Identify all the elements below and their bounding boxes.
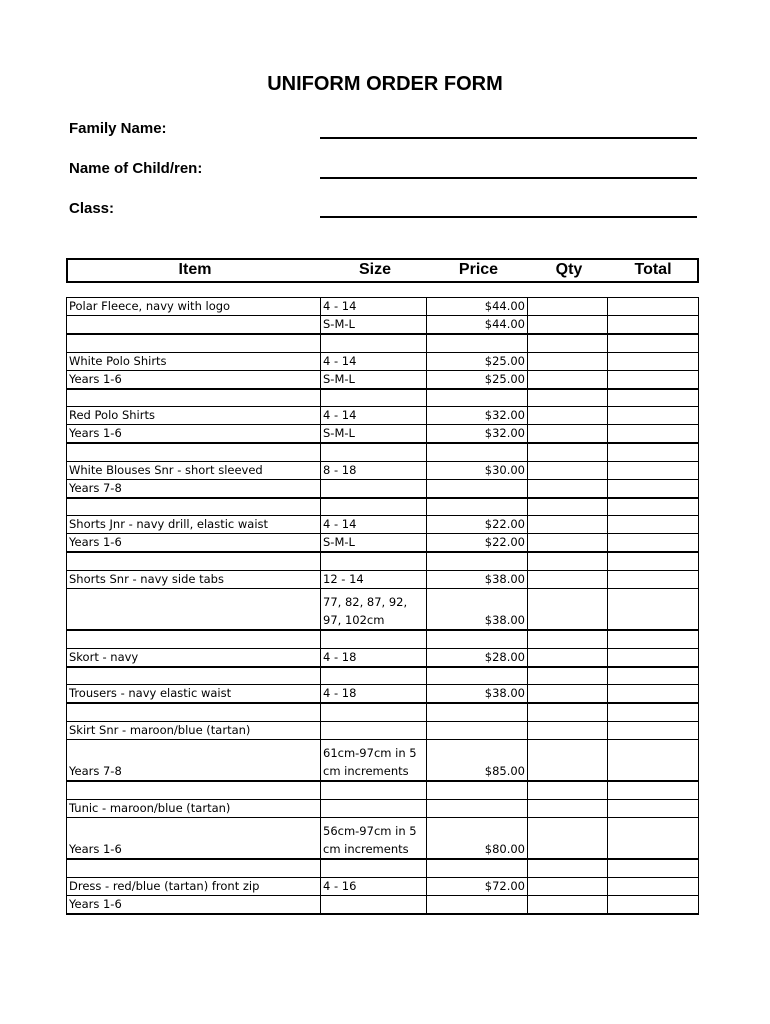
table-row [67, 389, 699, 407]
item-cell [67, 316, 321, 335]
qty-cell[interactable] [528, 425, 608, 444]
size-cell: 4 - 14 [321, 516, 427, 534]
price-cell [427, 781, 528, 799]
qty-cell[interactable] [528, 443, 608, 461]
table-row [67, 534, 699, 553]
price-cell [427, 389, 528, 407]
table-row [67, 298, 699, 316]
total-cell[interactable] [608, 352, 699, 370]
item-cell [67, 552, 321, 570]
table-row [67, 443, 699, 461]
header-total: Total [634, 261, 672, 278]
qty-cell[interactable] [528, 352, 608, 370]
table-row [67, 334, 699, 352]
item-cell: Years 1-6 [67, 370, 321, 389]
size-cell [321, 703, 427, 721]
total-cell[interactable] [608, 859, 699, 877]
item-cell: Trousers - navy elastic waist [67, 685, 321, 704]
price-cell: $32.00 [427, 425, 528, 444]
price-cell [427, 498, 528, 516]
qty-cell[interactable] [528, 479, 608, 498]
qty-cell[interactable] [528, 877, 608, 895]
total-cell[interactable] [608, 799, 699, 817]
price-cell: $28.00 [427, 648, 528, 667]
price-cell: $44.00 [427, 316, 528, 335]
size-cell: 12 - 14 [321, 570, 427, 588]
class-field[interactable] [320, 216, 697, 218]
price-cell [427, 895, 528, 914]
total-cell[interactable] [608, 570, 699, 588]
class-label: Class: [69, 200, 115, 217]
total-cell[interactable] [608, 370, 699, 389]
item-cell [67, 389, 321, 407]
price-cell: $80.00 [427, 817, 528, 859]
form-title: UNIFORM ORDER FORM [267, 73, 503, 95]
size-cell: 4 - 16 [321, 877, 427, 895]
total-cell[interactable] [608, 389, 699, 407]
item-cell: Years 7-8 [67, 479, 321, 498]
header-size: Size [358, 261, 391, 278]
table-row [67, 552, 699, 570]
item-cell: White Polo Shirts [67, 352, 321, 370]
qty-cell[interactable] [528, 859, 608, 877]
table-row [67, 877, 699, 895]
qty-cell[interactable] [528, 721, 608, 739]
qty-cell[interactable] [528, 370, 608, 389]
header-price: Price [458, 261, 499, 278]
total-cell[interactable] [608, 498, 699, 516]
table-row [67, 570, 699, 588]
item-cell: Years 1-6 [67, 817, 321, 859]
size-cell [321, 721, 427, 739]
size-cell: S-M-L [321, 370, 427, 389]
price-cell [427, 667, 528, 685]
size-cell [321, 334, 427, 352]
table-row [67, 817, 699, 859]
item-cell: Dress - red/blue (tartan) front zip [67, 877, 321, 895]
table-row [67, 316, 699, 335]
item-cell: Shorts Jnr - navy drill, elastic waist [67, 516, 321, 534]
size-cell: S-M-L [321, 316, 427, 335]
total-cell[interactable] [608, 298, 699, 316]
table-row [67, 516, 699, 534]
total-cell[interactable] [608, 516, 699, 534]
price-cell: $44.00 [427, 298, 528, 316]
table-row [67, 425, 699, 444]
table-row [67, 895, 699, 914]
price-cell: $30.00 [427, 461, 528, 479]
table-row [67, 799, 699, 817]
size-cell: S-M-L [321, 425, 427, 444]
total-cell[interactable] [608, 443, 699, 461]
item-cell: Years 1-6 [67, 425, 321, 444]
item-cell [67, 630, 321, 648]
qty-cell[interactable] [528, 630, 608, 648]
qty-cell[interactable] [528, 685, 608, 704]
price-cell: $72.00 [427, 877, 528, 895]
table-row [67, 685, 699, 704]
size-cell: 56cm-97cm in 5 cm increments [321, 817, 427, 859]
table-row [67, 630, 699, 648]
table-row [67, 370, 699, 389]
header-qty: Qty [555, 261, 583, 278]
price-cell [427, 630, 528, 648]
table-row [67, 588, 699, 630]
price-cell [427, 479, 528, 498]
qty-cell[interactable] [528, 298, 608, 316]
table-row [67, 859, 699, 877]
price-cell: $38.00 [427, 588, 528, 630]
total-cell[interactable] [608, 425, 699, 444]
order-table [66, 297, 699, 915]
item-cell: Years 7-8 [67, 739, 321, 781]
family-name-field[interactable] [320, 137, 697, 139]
price-cell [427, 799, 528, 817]
qty-cell[interactable] [528, 667, 608, 685]
qty-cell[interactable] [528, 389, 608, 407]
child-name-label: Name of Child/ren: [69, 160, 203, 177]
item-cell: Years 1-6 [67, 534, 321, 553]
qty-cell[interactable] [528, 895, 608, 914]
qty-cell[interactable] [528, 703, 608, 721]
price-cell [427, 334, 528, 352]
total-cell[interactable] [608, 703, 699, 721]
total-cell[interactable] [608, 461, 699, 479]
family-name-label: Family Name: [69, 120, 167, 137]
size-cell: S-M-L [321, 534, 427, 553]
price-cell [427, 859, 528, 877]
total-cell[interactable] [608, 877, 699, 895]
qty-cell[interactable] [528, 588, 608, 630]
size-cell [321, 859, 427, 877]
total-cell[interactable] [608, 739, 699, 781]
qty-cell[interactable] [528, 498, 608, 516]
total-cell[interactable] [608, 895, 699, 914]
qty-cell[interactable] [528, 516, 608, 534]
item-cell: Polar Fleece, navy with logo [67, 298, 321, 316]
table-row [67, 407, 699, 425]
table-row [67, 703, 699, 721]
child-name-field[interactable] [320, 177, 697, 179]
size-cell [321, 552, 427, 570]
table-row [67, 721, 699, 739]
size-cell [321, 479, 427, 498]
size-cell: 4 - 14 [321, 407, 427, 425]
item-cell [67, 443, 321, 461]
item-cell: Years 1-6 [67, 895, 321, 914]
table-row [67, 667, 699, 685]
qty-cell[interactable] [528, 316, 608, 335]
item-cell [67, 334, 321, 352]
price-cell: $32.00 [427, 407, 528, 425]
total-cell[interactable] [608, 588, 699, 630]
price-cell: $85.00 [427, 739, 528, 781]
size-cell: 4 - 14 [321, 298, 427, 316]
size-cell: 4 - 18 [321, 648, 427, 667]
total-cell[interactable] [608, 534, 699, 553]
item-cell [67, 859, 321, 877]
item-cell [67, 781, 321, 799]
qty-cell[interactable] [528, 799, 608, 817]
size-cell [321, 799, 427, 817]
size-cell [321, 389, 427, 407]
table-row [67, 781, 699, 799]
total-cell[interactable] [608, 721, 699, 739]
size-cell: 61cm-97cm in 5 cm increments [321, 739, 427, 781]
item-cell [67, 703, 321, 721]
size-cell [321, 498, 427, 516]
price-cell: $22.00 [427, 534, 528, 553]
item-cell: Shorts Snr - navy side tabs [67, 570, 321, 588]
table-row [67, 479, 699, 498]
item-cell [67, 498, 321, 516]
table-row [67, 352, 699, 370]
size-cell: 8 - 18 [321, 461, 427, 479]
header-item: Item [178, 261, 212, 278]
qty-cell[interactable] [528, 648, 608, 667]
qty-cell[interactable] [528, 334, 608, 352]
price-cell: $22.00 [427, 516, 528, 534]
qty-cell[interactable] [528, 817, 608, 859]
qty-cell[interactable] [528, 552, 608, 570]
size-cell [321, 781, 427, 799]
total-cell[interactable] [608, 630, 699, 648]
size-cell [321, 895, 427, 914]
total-cell[interactable] [608, 334, 699, 352]
size-cell: 4 - 18 [321, 685, 427, 704]
total-cell[interactable] [608, 685, 699, 704]
price-cell: $25.00 [427, 370, 528, 389]
item-cell: Skirt Snr - maroon/blue (tartan) [67, 721, 321, 739]
qty-cell[interactable] [528, 739, 608, 781]
total-cell[interactable] [608, 781, 699, 799]
price-cell [427, 443, 528, 461]
total-cell[interactable] [608, 407, 699, 425]
item-cell: Skort - navy [67, 648, 321, 667]
item-cell [67, 667, 321, 685]
total-cell[interactable] [608, 667, 699, 685]
size-cell [321, 443, 427, 461]
size-cell [321, 667, 427, 685]
item-cell: Tunic - maroon/blue (tartan) [67, 799, 321, 817]
price-cell: $38.00 [427, 685, 528, 704]
table-header [66, 258, 699, 283]
total-cell[interactable] [608, 817, 699, 859]
table-row [67, 739, 699, 781]
size-cell: 4 - 14 [321, 352, 427, 370]
price-cell [427, 552, 528, 570]
qty-cell[interactable] [528, 781, 608, 799]
total-cell[interactable] [608, 316, 699, 335]
qty-cell[interactable] [528, 461, 608, 479]
item-cell: Red Polo Shirts [67, 407, 321, 425]
total-cell[interactable] [608, 479, 699, 498]
total-cell[interactable] [608, 552, 699, 570]
size-cell: 77, 82, 87, 92, 97, 102cm [321, 588, 427, 630]
price-cell [427, 721, 528, 739]
size-cell [321, 630, 427, 648]
table-row [67, 498, 699, 516]
price-cell [427, 703, 528, 721]
qty-cell[interactable] [528, 570, 608, 588]
qty-cell[interactable] [528, 534, 608, 553]
item-cell: White Blouses Snr - short sleeved [67, 461, 321, 479]
item-cell [67, 588, 321, 630]
price-cell: $25.00 [427, 352, 528, 370]
table-row [67, 461, 699, 479]
qty-cell[interactable] [528, 407, 608, 425]
price-cell: $38.00 [427, 570, 528, 588]
total-cell[interactable] [608, 648, 699, 667]
table-row [67, 648, 699, 667]
